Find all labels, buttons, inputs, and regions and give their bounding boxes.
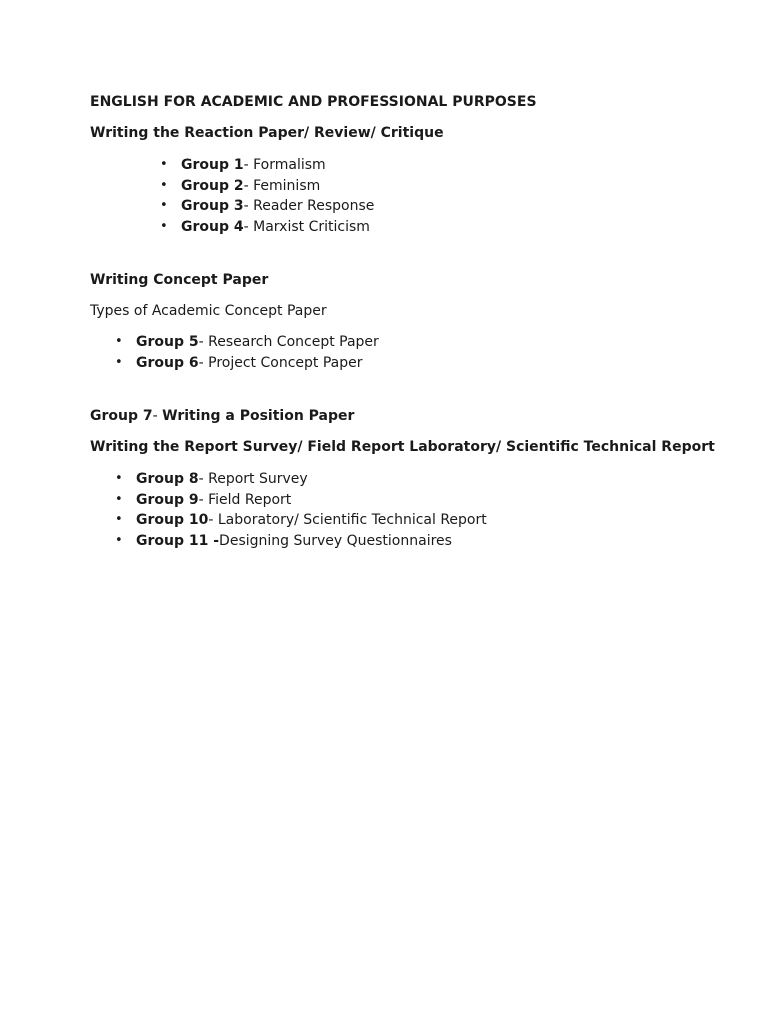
bullet-icon: •: [115, 334, 123, 349]
document-title: ENGLISH FOR ACADEMIC AND PROFESSIONAL PURPOSES: [90, 94, 537, 110]
group-label: Group 9: [136, 491, 199, 508]
bullet-icon: •: [160, 198, 168, 214]
group-label: Group 2: [181, 177, 244, 194]
bullet-icon: •: [115, 512, 123, 528]
section-heading-position-paper: [90, 406, 354, 426]
bullet-icon: •: [115, 471, 123, 486]
section-heading-reaction-paper: Writing the Reaction Paper/ Review/ Critique: [90, 125, 444, 141]
section-subheading-concept-types: Types of Academic Concept Paper: [90, 303, 327, 319]
bullet-icon: •: [160, 219, 168, 235]
group-topic: - Report Survey: [198, 471, 308, 487]
group-label: Group 1: [181, 157, 244, 173]
group-topic: - Research Concept Paper: [198, 334, 379, 350]
group-topic: - Marxist Criticism: [243, 219, 370, 236]
group-label: Group 7: [90, 408, 153, 424]
list-item: [115, 510, 487, 531]
list-item: [115, 531, 487, 552]
group-label: Group 11 -: [136, 533, 220, 550]
report-group-list: [115, 469, 487, 552]
group-label: Group 10: [136, 512, 209, 529]
group-topic: - Field Report: [198, 491, 292, 508]
list-item: [115, 469, 487, 490]
group-label: Group 3: [181, 198, 244, 215]
group-topic: - Project Concept Paper: [198, 354, 363, 371]
list-item: [160, 155, 374, 176]
section-heading-report-survey: Writing the Report Survey/ Field Report Laboratory/ Scientific Technical Report: [90, 439, 715, 455]
group-topic: - Laboratory/ Scientific Technical Report: [208, 512, 487, 529]
group-topic: - Reader Response: [243, 198, 375, 215]
group-topic: - Feminism: [243, 177, 321, 194]
list-item: [160, 196, 375, 217]
bullet-icon: •: [115, 533, 123, 549]
list-item: [160, 176, 374, 197]
list-item: [115, 332, 379, 353]
group-label: Group 8: [136, 471, 199, 487]
list-item: [115, 490, 487, 511]
concept-paper-group-list: [115, 332, 379, 373]
bullet-icon: •: [160, 177, 168, 193]
heading-text: Writing a Position Paper: [162, 408, 355, 424]
group-label: Group 4: [181, 219, 244, 236]
list-item: [160, 217, 374, 238]
group-label: Group 5: [136, 334, 199, 350]
bullet-icon: •: [115, 491, 123, 507]
section-heading-concept-paper: Writing Concept Paper: [90, 272, 269, 288]
reaction-paper-group-list: [160, 155, 375, 238]
heading-dash: -: [152, 408, 163, 424]
list-item: [115, 353, 379, 374]
bullet-icon: •: [160, 157, 168, 172]
group-topic: Designing Survey Questionnaires: [219, 533, 452, 550]
group-label: Group 6: [136, 354, 199, 371]
group-topic: - Formalism: [243, 157, 326, 173]
bullet-icon: •: [115, 354, 123, 370]
